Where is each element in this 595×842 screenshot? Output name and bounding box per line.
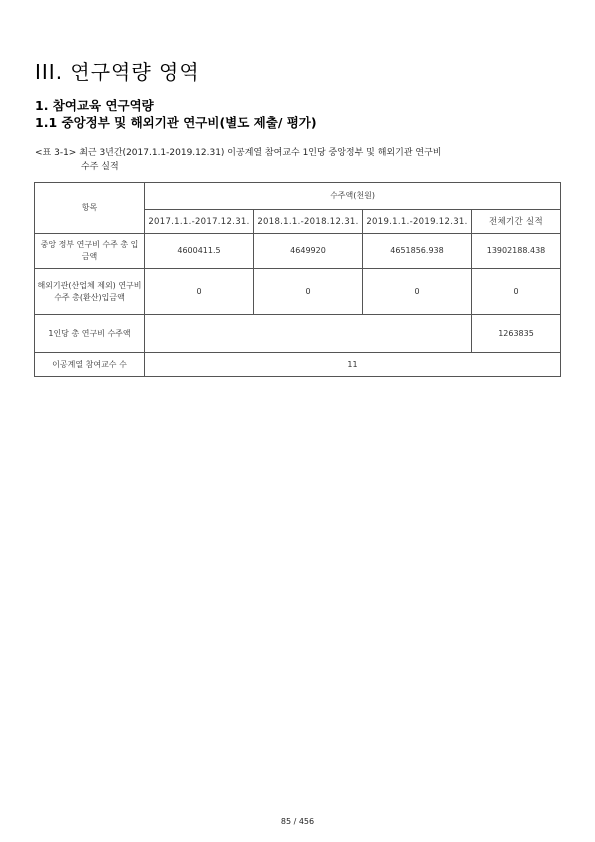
table-row (35, 234, 561, 269)
table-row (35, 269, 561, 315)
period-header: 전체기간 실적 (472, 210, 561, 234)
section-title: III. 연구역량 영역 (35, 60, 200, 84)
table-row (35, 353, 561, 377)
subsubsection-title: 1.1 중앙정부 및 해외기관 연구비(별도 제출/ 평가) (35, 115, 317, 130)
caption-line-1: <표 3-1> 최근 3년간(2017.1.1-2019.12.31) 이공계열 참여교수 1인당 중앙정부 및 해외기관 연구비 (35, 148, 442, 158)
period-header: 2018.1.1.-2018.12.31. (254, 210, 363, 234)
table-cell: 4600411.5 (145, 234, 254, 269)
research-funding-table (34, 182, 561, 377)
table-caption (35, 146, 555, 174)
table-cell: 1263835 (472, 315, 561, 353)
table-cell: 0 (363, 269, 472, 315)
subsection-title: 1. 참여교육 연구역량 (35, 98, 154, 113)
caption-line-2: 수주 실적 (81, 162, 119, 172)
row-label: 해외기관(산업체 제외) 연구비 수주 총(환산)입금액 (35, 269, 145, 315)
table-cell: 4651856.938 (363, 234, 472, 269)
table-cell: 4649920 (254, 234, 363, 269)
row-label: 이공계열 참여교수 수 (35, 353, 145, 377)
table-cell: 0 (254, 269, 363, 315)
period-header: 2017.1.1.-2017.12.31. (145, 210, 254, 234)
table-cell: 0 (145, 269, 254, 315)
row-label: 중앙 정부 연구비 수주 총 입금액 (35, 234, 145, 269)
amount-header: 수주액(천원) (145, 183, 561, 210)
period-header: 2019.1.1.-2019.12.31. (363, 210, 472, 234)
table-cell: 13902188.438 (472, 234, 561, 269)
table-cell-empty (145, 315, 472, 353)
item-header: 항목 (35, 183, 145, 234)
table-row (35, 315, 561, 353)
table-cell: 11 (145, 353, 561, 377)
page-number: 85 / 456 (280, 817, 315, 826)
table-cell: 0 (472, 269, 561, 315)
row-label: 1인당 총 연구비 수주액 (35, 315, 145, 353)
